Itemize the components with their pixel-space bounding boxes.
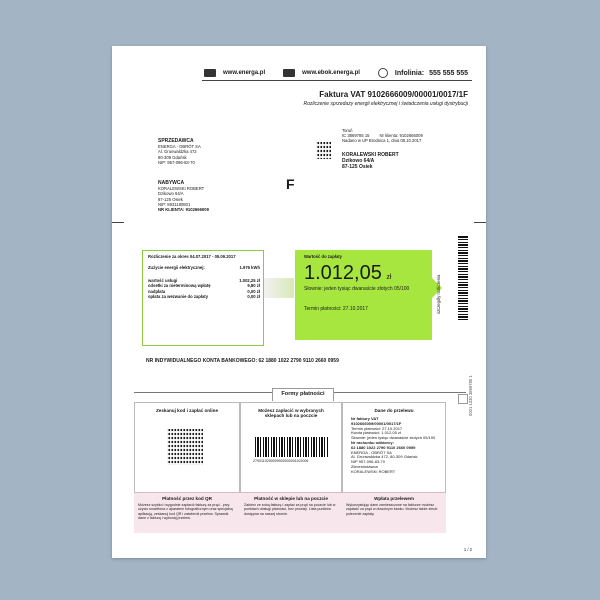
side-barcode-box	[458, 394, 468, 404]
col3-footer	[342, 492, 446, 533]
col2-footer	[240, 492, 342, 533]
mailing-client-no: Nr klienta: 9102666009	[379, 133, 423, 139]
invoice-title: Faktura VAT 9102666009/00001/0017/1F	[319, 90, 468, 99]
infolinia-label: Infolinia:	[394, 69, 425, 77]
buyer-block	[158, 180, 278, 212]
invoice-page	[112, 46, 486, 558]
seller-city: 80-309 Gdańsk	[158, 154, 187, 160]
mailing-info	[342, 128, 482, 144]
transfer-line: ENERGA - OBRÓT SA	[351, 449, 392, 455]
transfer-line: 62 1880 1022 2790 9110 2660 0959	[351, 444, 416, 450]
transfer-line: Nr rachunku odbiorcy:	[351, 439, 394, 445]
contact-bar	[204, 67, 468, 79]
transfer-line: KORALEWSKI ROBERT	[351, 468, 396, 474]
transfer-details	[351, 417, 443, 475]
transfer-line: Zleceniodawca	[351, 463, 378, 469]
col1-foot-text: Możesz szybko i wygodnie zapłacić fakturę za prąd - przy użyciu smartfona z aparatem fotograficznym oraz specjalną aplikacją, zeskanuj kod QR i zatwierdź przelew. Sprawdź dane z fakturą i wykonaj przelew.	[138, 503, 233, 521]
recipient-city: 87-125 Osiek	[342, 164, 373, 171]
buyer-heading: NABYWCA	[158, 180, 185, 186]
summary-rows	[148, 265, 260, 299]
tariff-letter: F	[286, 176, 295, 192]
summary-row-value: 9,80 zł	[247, 283, 260, 289]
payment-words: Słownie: jeden tysiąc dwanaście złotych 05/100	[304, 286, 410, 292]
recipient-address	[342, 152, 462, 171]
col1-footer	[134, 492, 240, 533]
mailing-qr-code	[316, 142, 331, 159]
payment-barcode-text: 2790110290009900000001102006	[253, 459, 309, 463]
invoice-subtitle: Rozliczenie sprzedaży energii elektrycznej i świadczenia usługi dystrybucji	[303, 101, 468, 107]
summary-row-value: 1.976 kWh	[239, 265, 260, 270]
recipient-name: KORALEWSKI ROBERT	[342, 152, 399, 158]
col1-heading: Zeskanuj kod i zapłać online	[155, 408, 219, 413]
billing-summary-box	[142, 250, 264, 346]
billing-period: Rozliczenie za okres 04.07.2017 - 05.09.2017	[148, 254, 236, 259]
col3-heading: Dane do przelewu	[374, 408, 414, 413]
seller-block	[158, 138, 278, 165]
col3-foot-title: Wpłata przelewem	[374, 496, 414, 501]
side-barcode	[458, 236, 468, 320]
payment-due-date: Termin płatności: 27.10.2017	[304, 306, 368, 312]
web-icon	[204, 69, 216, 77]
seller-name: ENERGA - OBRÓT SA	[158, 144, 201, 150]
bank-account-line: NR INDYWIDUALNEGO KONTA BANKOWEGO: 62 1880 1022 2790 9110 2660 0959	[146, 358, 339, 364]
payment-label: Wartość do zapłaty	[304, 254, 343, 259]
seller-nip: NIP: 957-096-83-70	[158, 159, 195, 165]
phone-icon	[378, 68, 388, 78]
summary-row-label: odsetki za nieterminową wpłatę	[148, 283, 211, 289]
header-divider	[202, 80, 472, 81]
payment-barcode	[255, 437, 329, 457]
summary-arrow	[264, 278, 294, 298]
buyer-street: Dzikowo 64/A	[158, 191, 184, 197]
website-link[interactable]: www.energa.pl	[223, 70, 266, 76]
transfer-line: NIP 957-096-83-70	[351, 459, 385, 465]
ebok-icon	[283, 69, 295, 77]
transfer-line: Nr faktury VAT	[351, 416, 379, 421]
transfer-line: Termin płatności: 27.10.2017	[351, 425, 403, 431]
side-barcode-text: 0001 1330 3869785 1	[468, 375, 473, 416]
col2-foot-text: Zabierz ze sobą fakturę i zapłać za prąd na poczcie lub w punktach obsługi płatności, bez prowizji. Lista punktów dostępna na naszej stronie.	[244, 503, 336, 516]
summary-row	[148, 265, 260, 270]
recipient-street: Dzikowo 64/A	[342, 158, 375, 165]
payment-due-box	[295, 250, 432, 340]
payment-qr-code[interactable]	[167, 429, 203, 465]
payment-amount-line	[304, 262, 391, 285]
summary-row-value: 0,00 zł	[247, 288, 260, 294]
seller-street: Al. Grunwaldzka 472	[158, 149, 197, 155]
transfer-line: Al. Grunwaldzka 472, 80-309 Gdańsk	[351, 454, 418, 460]
forms-title: Formy płatności	[272, 388, 334, 401]
mailing-ic: IC 3869785 15	[342, 133, 370, 139]
transfer-line: Kwota płatności: 1.012,05 zł	[351, 430, 401, 436]
summary-row-label: opłata za wezwanie do zapłaty	[148, 293, 209, 299]
summary-row-label: wartość usługi	[148, 278, 178, 284]
transfer-line: Słownie: jeden tysiąc dwanaście złotych 05/100	[351, 435, 436, 441]
mailing-location: Toruń	[342, 128, 353, 133]
buyer-nip: NIP: 8931180801	[158, 201, 191, 207]
col3-foot-text: Wykorzystując dane zamieszczone na fakturze możesz zapłacić za prąd w dowolnym banku. Możesz także zlecić polecenie zapłaty.	[346, 503, 438, 516]
seller-heading: SPRZEDAWCA	[158, 138, 194, 144]
summary-row-value: 1.002,25 zł	[239, 278, 260, 284]
infolinia-number: 555 555 555	[429, 69, 469, 77]
col2-heading: Możesz zapłacić w wybranych sklepach lub na poczcie	[258, 408, 324, 418]
fold-mark-left	[112, 222, 124, 223]
payment-side-label: szczegóły rozliczenia	[436, 274, 441, 314]
buyer-city: 87-125 Osiek	[158, 196, 183, 202]
col1-foot-title: Płatność przez kod QR	[162, 496, 212, 501]
ebok-link[interactable]: www.ebok.energa.pl	[302, 70, 360, 76]
summary-row	[148, 294, 260, 299]
payment-currency: zł	[386, 274, 392, 281]
fold-mark-right	[474, 222, 486, 223]
summary-row-value: 0,00 zł	[247, 293, 260, 299]
page-number: 1 / 2	[463, 546, 472, 552]
col2-foot-title: Płatność w sklepie lub na poczcie	[254, 496, 328, 501]
buyer-name: KORALEWSKI ROBERT	[158, 186, 205, 192]
summary-row-label: nadpłata	[148, 288, 166, 294]
payment-amount: 1.012,05	[304, 262, 382, 284]
transfer-line: 9102666009/00001/0017/1F	[351, 420, 402, 426]
buyer-client-no: NR KLIENTA: 9102666009	[158, 207, 209, 213]
mailing-issue-line: Nadano w UP Brodnica 1, dnia 08.10.2017	[342, 138, 422, 144]
summary-row-label: Zużycie energii elektrycznej:	[148, 265, 205, 270]
